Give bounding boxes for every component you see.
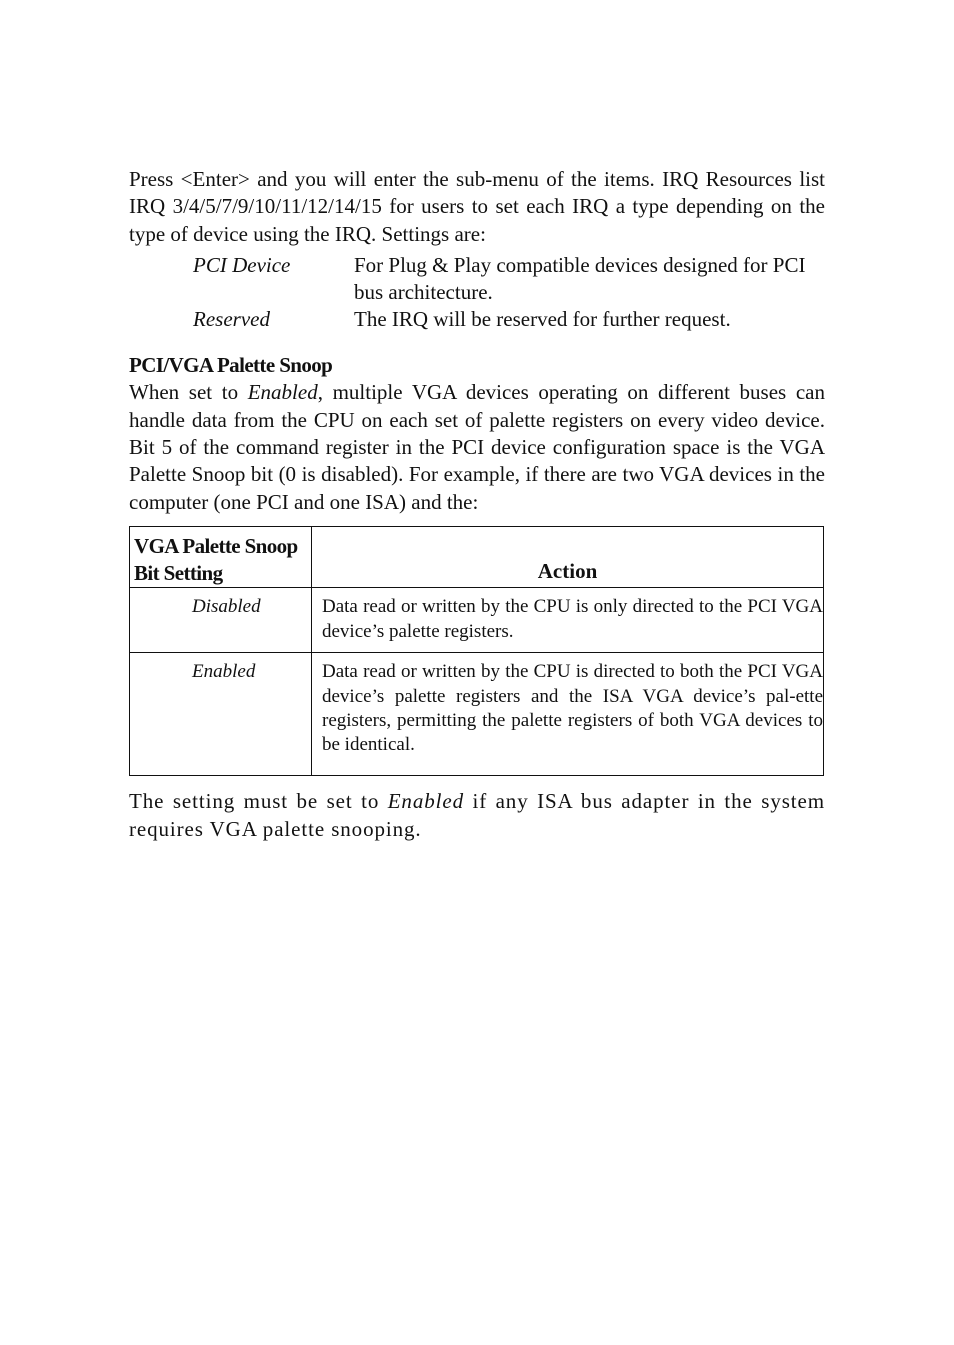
table-cell-setting: Disabled — [130, 588, 312, 653]
settings-list — [193, 252, 825, 333]
section-paragraph — [129, 379, 825, 516]
table-cell-action: Data read or written by the CPU is directed to both the PCI VGA device’s palette registers and the ISA VGA device’s pal-ette registers, permitting the palette registers of both VGA devices to be identical. — [312, 653, 824, 776]
section-text-emphasis: Enabled — [247, 380, 318, 405]
table-header-row — [130, 527, 824, 588]
document-page — [129, 166, 825, 843]
intro-paragraph: Press <Enter> and you will enter the sub-menu of the items. IRQ Resources list IRQ 3/4/5/7/9/10/11/12/14/15 for users to set each IRQ a type depending on the type of device using the IRQ. Settings are: — [129, 167, 825, 246]
setting-description: The IRQ will be reserved for further request. — [354, 307, 731, 332]
header-bit-setting-line1: VGA Palette Snoop — [134, 534, 298, 559]
table-cell-setting: Enabled — [130, 653, 312, 776]
header-bit-setting — [130, 527, 312, 588]
setting-name: Reserved — [193, 307, 270, 332]
closing-text-prefix: The setting must be set to — [129, 789, 388, 814]
table-cell-action: Data read or written by the CPU is only directed to the PCI VGA device’s palette registers. — [312, 588, 824, 653]
closing-text-rest: if any ISA bus adapter in the system requires VGA palette snooping. — [129, 789, 825, 841]
header-action: Action — [312, 527, 824, 588]
setting-item — [193, 306, 825, 333]
palette-snoop-table — [129, 526, 824, 776]
section-title: PCI/VGA Palette Snoop — [129, 353, 333, 378]
section-text-prefix: When set to — [129, 380, 248, 405]
setting-description: For Plug & Play compatible devices designed for PCI bus architecture. — [354, 253, 806, 305]
closing-text-emphasis: Enabled — [387, 789, 464, 814]
header-bit-setting-line2: Bit Setting — [134, 561, 223, 586]
table-row — [130, 653, 824, 776]
section-text-rest: , multiple VGA devices operating on different buses can handle data from the CPU on each set of palette registers on every video device. Bit 5 of the command register in the PCI device configuration space is the VGA Palette Snoop bit (0 is disabled). For example, if there are two VGA devices in the computer (one PCI and one ISA) and the: — [129, 380, 825, 514]
table-row — [130, 588, 824, 653]
closing-paragraph — [129, 788, 825, 843]
setting-name: PCI Device — [193, 253, 291, 278]
setting-item — [193, 252, 825, 306]
